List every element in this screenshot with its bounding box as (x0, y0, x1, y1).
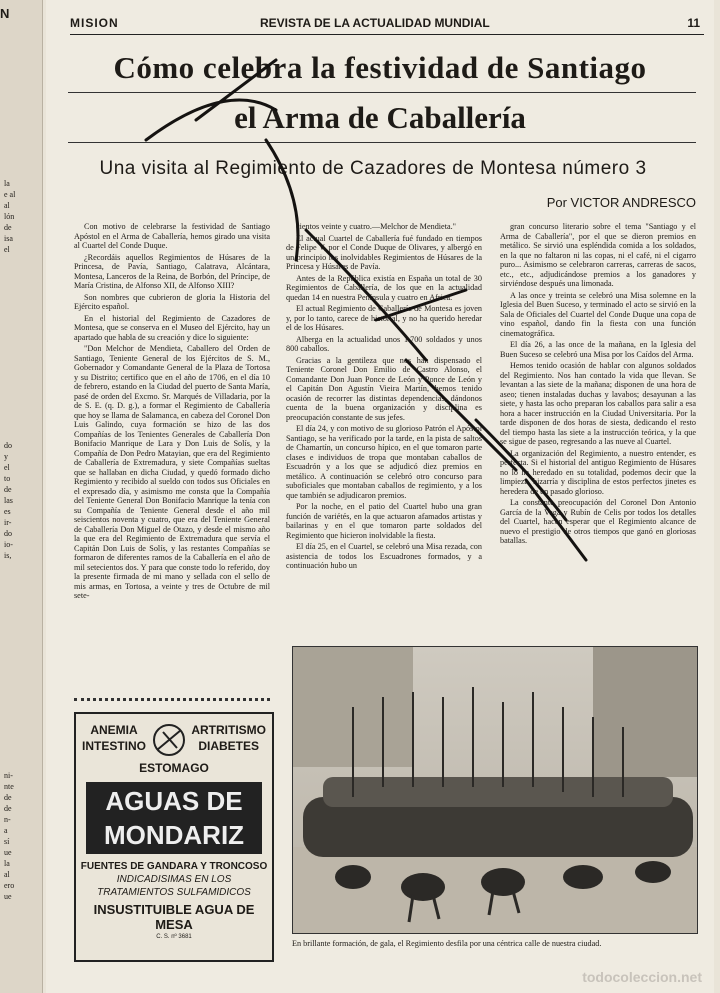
magazine-page (46, 0, 714, 993)
paragraph: cientos veinte y cuatro.—Melchor de Mendieta." (296, 222, 456, 231)
paragraph: Con motivo de celebrarse la festividad de Santiago Apóstol en el Arma de Caballería, hemos girado una visita al Cuartel del Conde Duque. (74, 222, 270, 250)
adjacent-column-fragment-b: do y el to de las es ir- do io- is, (4, 441, 13, 560)
ad-brand-line-1: AGUAS DE (105, 786, 243, 816)
paragraph: El actual Cuartel de Caballería fué fundado en tiempos de Felipe V, por el Conde Duque de Olivares, y albergó en un principio los inolvidables Regimientos de Húsares de la Princesa y Húsares de Pavía. (286, 233, 482, 271)
adjacent-column-fragment-c: ni- nte de de n- a sí ue la al ero ue (4, 771, 15, 901)
ad-indication: INDICADISIMAS EN LOS (116, 874, 232, 885)
paragraph: El día 24, y con motivo de su glorioso Patrón el Apóstol Santiago, se ha verificado por la tarde, en la pista de saltos de Chamartín, un concurso hípico, en el que tomaron parte clases e individuos de tropa que montaban caballos de Escuadrón y a los que se adjudicó diez premios en metálico. A continuación se celebró otro concurso para suboficiales que montaban caballos de regimiento, y a los que también se adjudicaron premios. (286, 424, 482, 500)
article-subtitle: Una visita al Regimiento de Cazadores de Montesa número 3 (99, 158, 647, 179)
paragraph: El día 25, en el Cuartel, se celebró una Misa rezada, con asistencia de todos los Escuadrones formados, y a continuación hubo un (286, 542, 482, 570)
ad-censor-code: C. S. nº 3681 (156, 934, 192, 940)
adjacent-page-strip (0, 0, 43, 993)
ad-ailment: ARTRITISMO (191, 723, 266, 737)
paragraph: Son nombres que cubrieron de gloria la Historia del Ejército español. (74, 292, 270, 311)
ad-indication: TRATAMIENTOS SULFAMIDICOS (97, 887, 251, 898)
handwritten-signature (46, 0, 714, 993)
photo-caption: En brillante formación, de gala, el Regimiento desfila por una céntrica calle de nuestra ciudad. (292, 939, 602, 948)
paragraph: Alberga en la actualidad unos 1.700 soldados y unos 800 caballos. (286, 334, 482, 353)
ad-ailment: INTESTINO (82, 739, 147, 753)
watermark: todocoleccion.net (582, 969, 702, 985)
paragraph: ¿Recordáis aquellos Regimientos de Húsares de la Princesa, de Pavía, Santiago, Calatrava, Alcántara, Montesa, Lanceros de la Reina, de Borbón, del Príncipe, de María Cristina, de Alfonso XII, de Alfonso XIII? (74, 252, 270, 290)
adjacent-column-fragment-a: la e al al lón de isa el (4, 179, 16, 254)
ad-ailment: ANEMIA (90, 723, 138, 737)
magazine-tagline: REVISTA DE LA ACTUALIDAD MUNDIAL (260, 16, 490, 30)
ad-slogan: INSUSTITUIBLE AGUA DE MESA (93, 902, 255, 932)
paragraph: Antes de la República existía en España un total de 30 Regimientos de Caballería, de los que en la actualidad quedan 14 en nuestra Península y cuatro en Africa. (286, 273, 482, 302)
ad-ailment: DIABETES (198, 739, 259, 753)
paragraph: La constante preocupación del Coronel Don Antonio García de la Vega y Rubín de Celis por todos los detalles del Cuartel, hacen esperar que el Regimiento alcance de nuevo el prestigio de otros tiempos que ganó en gloriosas batallas. (500, 498, 696, 545)
ad-ailment: ESTOMAGO (139, 761, 209, 775)
byline: Por VICTOR ANDRESCO (546, 195, 696, 210)
article-title-line-1: Cómo celebra la festividad de Santiago (113, 50, 647, 85)
paragraph: El actual Regimiento de Caballería de Montesa es joven y, por lo tanto, carece de historial, y no ha querido heredar el de los Húsares. (286, 304, 482, 332)
paragraph: Hemos tenido ocasión de hablar con algunos soldados del Regimiento. Nos han contado la vida que llevan. Se levantan a las siete de la mañana; disponen de una hora de aseo; tienen instaladas duchas y lavabos; desayunan a las siete, y hasta las ocho preparan los caballos para salir a esa hora a hacer instrucción en la Ciudad Universitaria. Por la tarde disponen de dos horas de siesta, dedicando el resto del tiempo hasta las siete a la instrucción teórica, y la que se sigue de paseo, regresando a las nueve al Cuartel. (500, 361, 696, 446)
ad-sources: FUENTES DE GANDARA Y TRONCOSO (80, 861, 268, 872)
paragraph: gran concurso literario sobre el tema "Santiago y el Arma de Caballería", por el que se dieron premios en metálico. Se sirvió una espléndida comida a los soldados, en la que no faltaron ni las copas, ni el café, ni el cigarro puro... Asimismo se celebraron carreras, carreras de sacos, etc., etc., adjudicándose premios a los ganadores y sirviéndose después una limonada. (500, 222, 696, 288)
paragraph: En el historial del Regimiento de Cazadores de Montesa, que se conserva en el Museo del Ejército, hay un apartado que habla de su creación y dice lo siguiente: (74, 313, 270, 342)
paragraph: Por la noche, en el patio del Cuartel hubo una gran función de variétés, en la que actuaron afamados artistas y bailarinas y en el que tomaron parte soldados del Regimiento que hicieron inolvidable la fiesta. (286, 502, 482, 540)
paragraph: "Don Melchor de Mendieta, Caballero del Orden de Santiago, Teniente General de los Ejércitos de S. M., Gobernador y Comandante General de la Plaza de Tortosa y su Distrito; certifico que en el año de 1706, en el día 10 de febrero, estando en la Ciudad del puerto de Santa María, pasé de orden del Excmo. Sr. Marqués de Villadaria, por la de S. E. (q. D. g.), a formar el Regimiento de Caballería que hoy se llama de Salamanca, en cabeza del Coronel Don Luis Galindo, cuya formación se hizo de las dos Compañías de los Tenientes Generales de Caballería Don Bonifacio Manrique de Lara y Don Luis de Solís, y la Compañía de Don Pedro Matayian, que era del Regimiento de Caballería de Extremadura, y siete Compañías sueltas que se hallaban en dicha Ciudad, y quedó formado dicho Regimiento y recibido al sueldo con todos sus Oficiales en el expresado día, y asimismo me consta que la Compañía del Teniente General Don Bonifacio Manrique la tenía con su Compañía de Teniente General desde el año mil seiscientos noventa y cuatro, que era del Teniente General de Caballería Don Miguel de Otazo, y desde el mismo año la que era del Regimiento de Extremadura que servía el Capitán Don Luis de Solís, y las restantes Compañías se formaron de diferentes ramos de la Caballería en el año de mil setecientos dos. Y para que conste todo lo referido, doy la presente firmada de mi mano y sellada con el sello de mis armas, en Tortosa, a veinte y tres de Octubre de mil sete- (74, 344, 270, 600)
paragraph: Gracias a la gentileza que nos han dispensado el Teniente Coronel Don Emilio de Castro Alonso, el Comandante Don Juan Ponce de León y Ponce de León y el Capitán Don Agustín Vieira Martín, hemos tenido ocasión de recorrer las distintas dependencias, dándonos cuenta de la buena organización y disciplina es preocupación constante de sus jefes. (286, 355, 482, 422)
magazine-name: MISION (70, 16, 119, 30)
adjacent-page-letter: N (0, 6, 10, 21)
paragraph: La organización del Regimiento, a nuestro entender, es perfecta. Si el historial del antiguo Regimiento de Húsares no lo ha heredado en su totalidad, podemos decir que la limpieza, bizarría y disciplina de estos perfectos jinetes es heredera de un pasado glorioso. (500, 448, 696, 496)
ad-brand-line-2: MONDARIZ (103, 820, 245, 850)
paragraph: A las once y treinta se celebró una Misa solemne en la Iglesia del Buen Suceso, y terminado el acto se sirvió en la Sala de Oficiales del Cuartel del Conde Duque una copa de vino español, dando fin la fiesta con una función cinematográfica. (500, 290, 696, 338)
page-number: 11 (687, 16, 700, 30)
article-title-line-2: el Arma de Caballería (234, 100, 526, 135)
paragraph: El día 26, a las once de la mañana, en la Iglesia del Buen Suceso se celebró una Misa por los Caídos del Arma. (500, 340, 696, 359)
